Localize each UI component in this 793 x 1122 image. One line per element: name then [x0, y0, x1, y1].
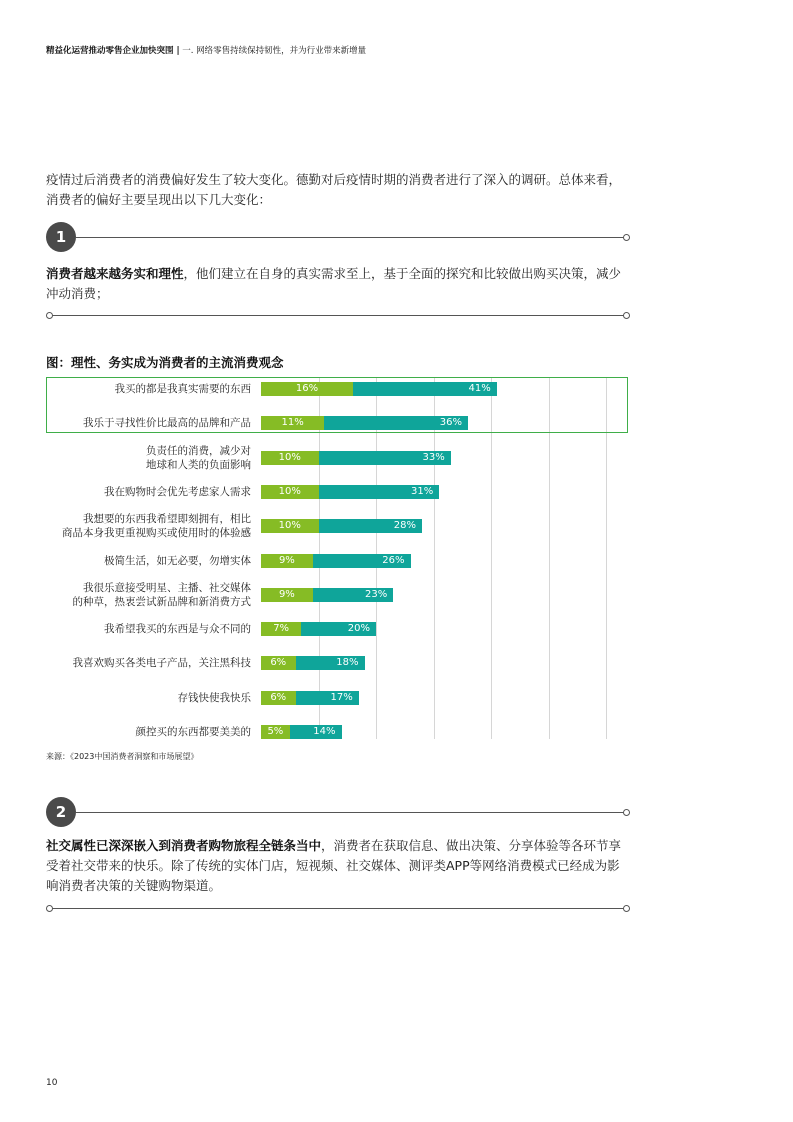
category-label: 极简生活，如无必要，勿增实体: [104, 554, 251, 567]
data-label: 17%: [330, 691, 353, 703]
category-label: 我很乐意接受明星、主播、社交媒体 的种草，热衷尝试新品牌和新消费方式: [72, 581, 251, 608]
data-label: 10%: [278, 485, 301, 497]
data-label: 20%: [347, 623, 370, 635]
header-section-title: 精益化运营推动零售企业加快突围 |: [46, 46, 180, 56]
data-label: 7%: [273, 623, 290, 635]
category-label: 我喜欢购买各类电子产品，关注黑科技: [72, 657, 251, 670]
bar-segment-first: [261, 588, 313, 602]
bar-segment-second: [296, 691, 359, 705]
data-label: 14%: [313, 726, 336, 737]
data-label: 41%: [468, 383, 491, 394]
category-label: 存钱快使我快乐: [177, 691, 251, 704]
header-chapter-title: 一. 网络零售持续保持韧性，并为行业带来新增量: [179, 46, 367, 56]
rule-start-dot: [46, 905, 53, 912]
divider-end-dot: [623, 809, 630, 816]
bar-segment-second: [319, 519, 423, 533]
bar-segment-first: [261, 485, 319, 499]
rule-end-dot: [623, 905, 630, 912]
section-1-number: 1: [46, 222, 76, 252]
bar-segment-first: [261, 622, 301, 636]
data-label: 16%: [295, 383, 319, 394]
chart-highlight-box: [46, 377, 628, 433]
bar-segment-second: [319, 451, 451, 465]
section-1-text: ，他们建立在自身的真实需求至上，基于全面的探究和比较做出购买决策，减少冲动消费；: [46, 266, 622, 301]
bar-segment-second: [313, 554, 411, 568]
data-label: 18%: [336, 657, 359, 669]
category-label: 我希望我买的东西是与众不同的: [104, 623, 251, 636]
data-label: 23%: [365, 588, 388, 600]
section-2-lead: 社交属性已深深嵌入到消费者购物旅程全链条当中: [46, 838, 322, 853]
bar-segment-second: [301, 622, 376, 636]
bar-segment-first: [261, 691, 296, 705]
bar-segment-first: [261, 725, 290, 739]
section-2-paragraph: [46, 836, 628, 896]
category-label: 我在购物时会优先考虑家人需求: [104, 485, 251, 498]
data-label: 6%: [270, 691, 287, 703]
chart-title: 图：理性、务实成为消费者的主流消费观念: [46, 355, 284, 370]
bar-segment-second: [290, 725, 342, 739]
bar-segment-second: [319, 485, 440, 499]
category-label: 我乐于寻找性价比最高的品牌和产品: [83, 417, 251, 430]
bar-segment-first: [261, 554, 313, 568]
chart-source: 来源：《2023中国消费者洞察和市场展望》: [46, 752, 199, 761]
bar-segment-first: [261, 656, 296, 670]
intro-paragraph: 疫情过后消费者的消费偏好发生了较大变化。德勤对后疫情时期的消费者进行了深入的调研。总体来看，消费者的偏好主要呈现出以下几大变化：: [46, 172, 622, 207]
category-label: 我买的都是我真实需要的东西: [114, 383, 251, 395]
data-label: 5%: [267, 726, 284, 737]
section-2-text: ，消费者在获取信息、做出决策、分享体验等各环节享受着社交带来的快乐。除了传统的实体门店，短视频、社交媒体、测评类APP等网络消费模式已经成为影响消费者决策的关键购物渠道。: [46, 838, 622, 893]
data-label: 10%: [278, 451, 301, 463]
data-label: 31%: [411, 485, 434, 497]
bar-segment-second: [313, 588, 394, 602]
data-label: 26%: [382, 554, 405, 566]
data-label: 11%: [281, 417, 304, 429]
data-label: 33%: [422, 451, 445, 463]
section-2-divider: [76, 812, 624, 813]
data-label: 10%: [278, 520, 301, 532]
data-label: 36%: [439, 417, 462, 429]
category-label: 颜控买的东西都要美美的: [135, 726, 251, 738]
category-label: 负责任的消费，减少对 地球和人类的负面影响: [146, 444, 251, 471]
page-number: 10: [46, 1078, 58, 1088]
data-label: 6%: [270, 657, 287, 669]
bar-segment-second: [296, 656, 365, 670]
bar-segment-first: [261, 519, 319, 533]
section-2-number: 2: [46, 797, 76, 827]
data-label: 9%: [278, 554, 295, 566]
section-2-bottom-rule: [50, 908, 624, 909]
category-label: 我想要的东西我希望即刻拥有，相比 商品本身我更重视购买或使用时的体验感: [62, 513, 251, 540]
data-label: 28%: [393, 520, 416, 532]
bar-segment-first: [261, 451, 319, 465]
section-1-lead: 消费者越来越务实和理性: [46, 266, 184, 281]
data-label: 9%: [278, 588, 295, 600]
